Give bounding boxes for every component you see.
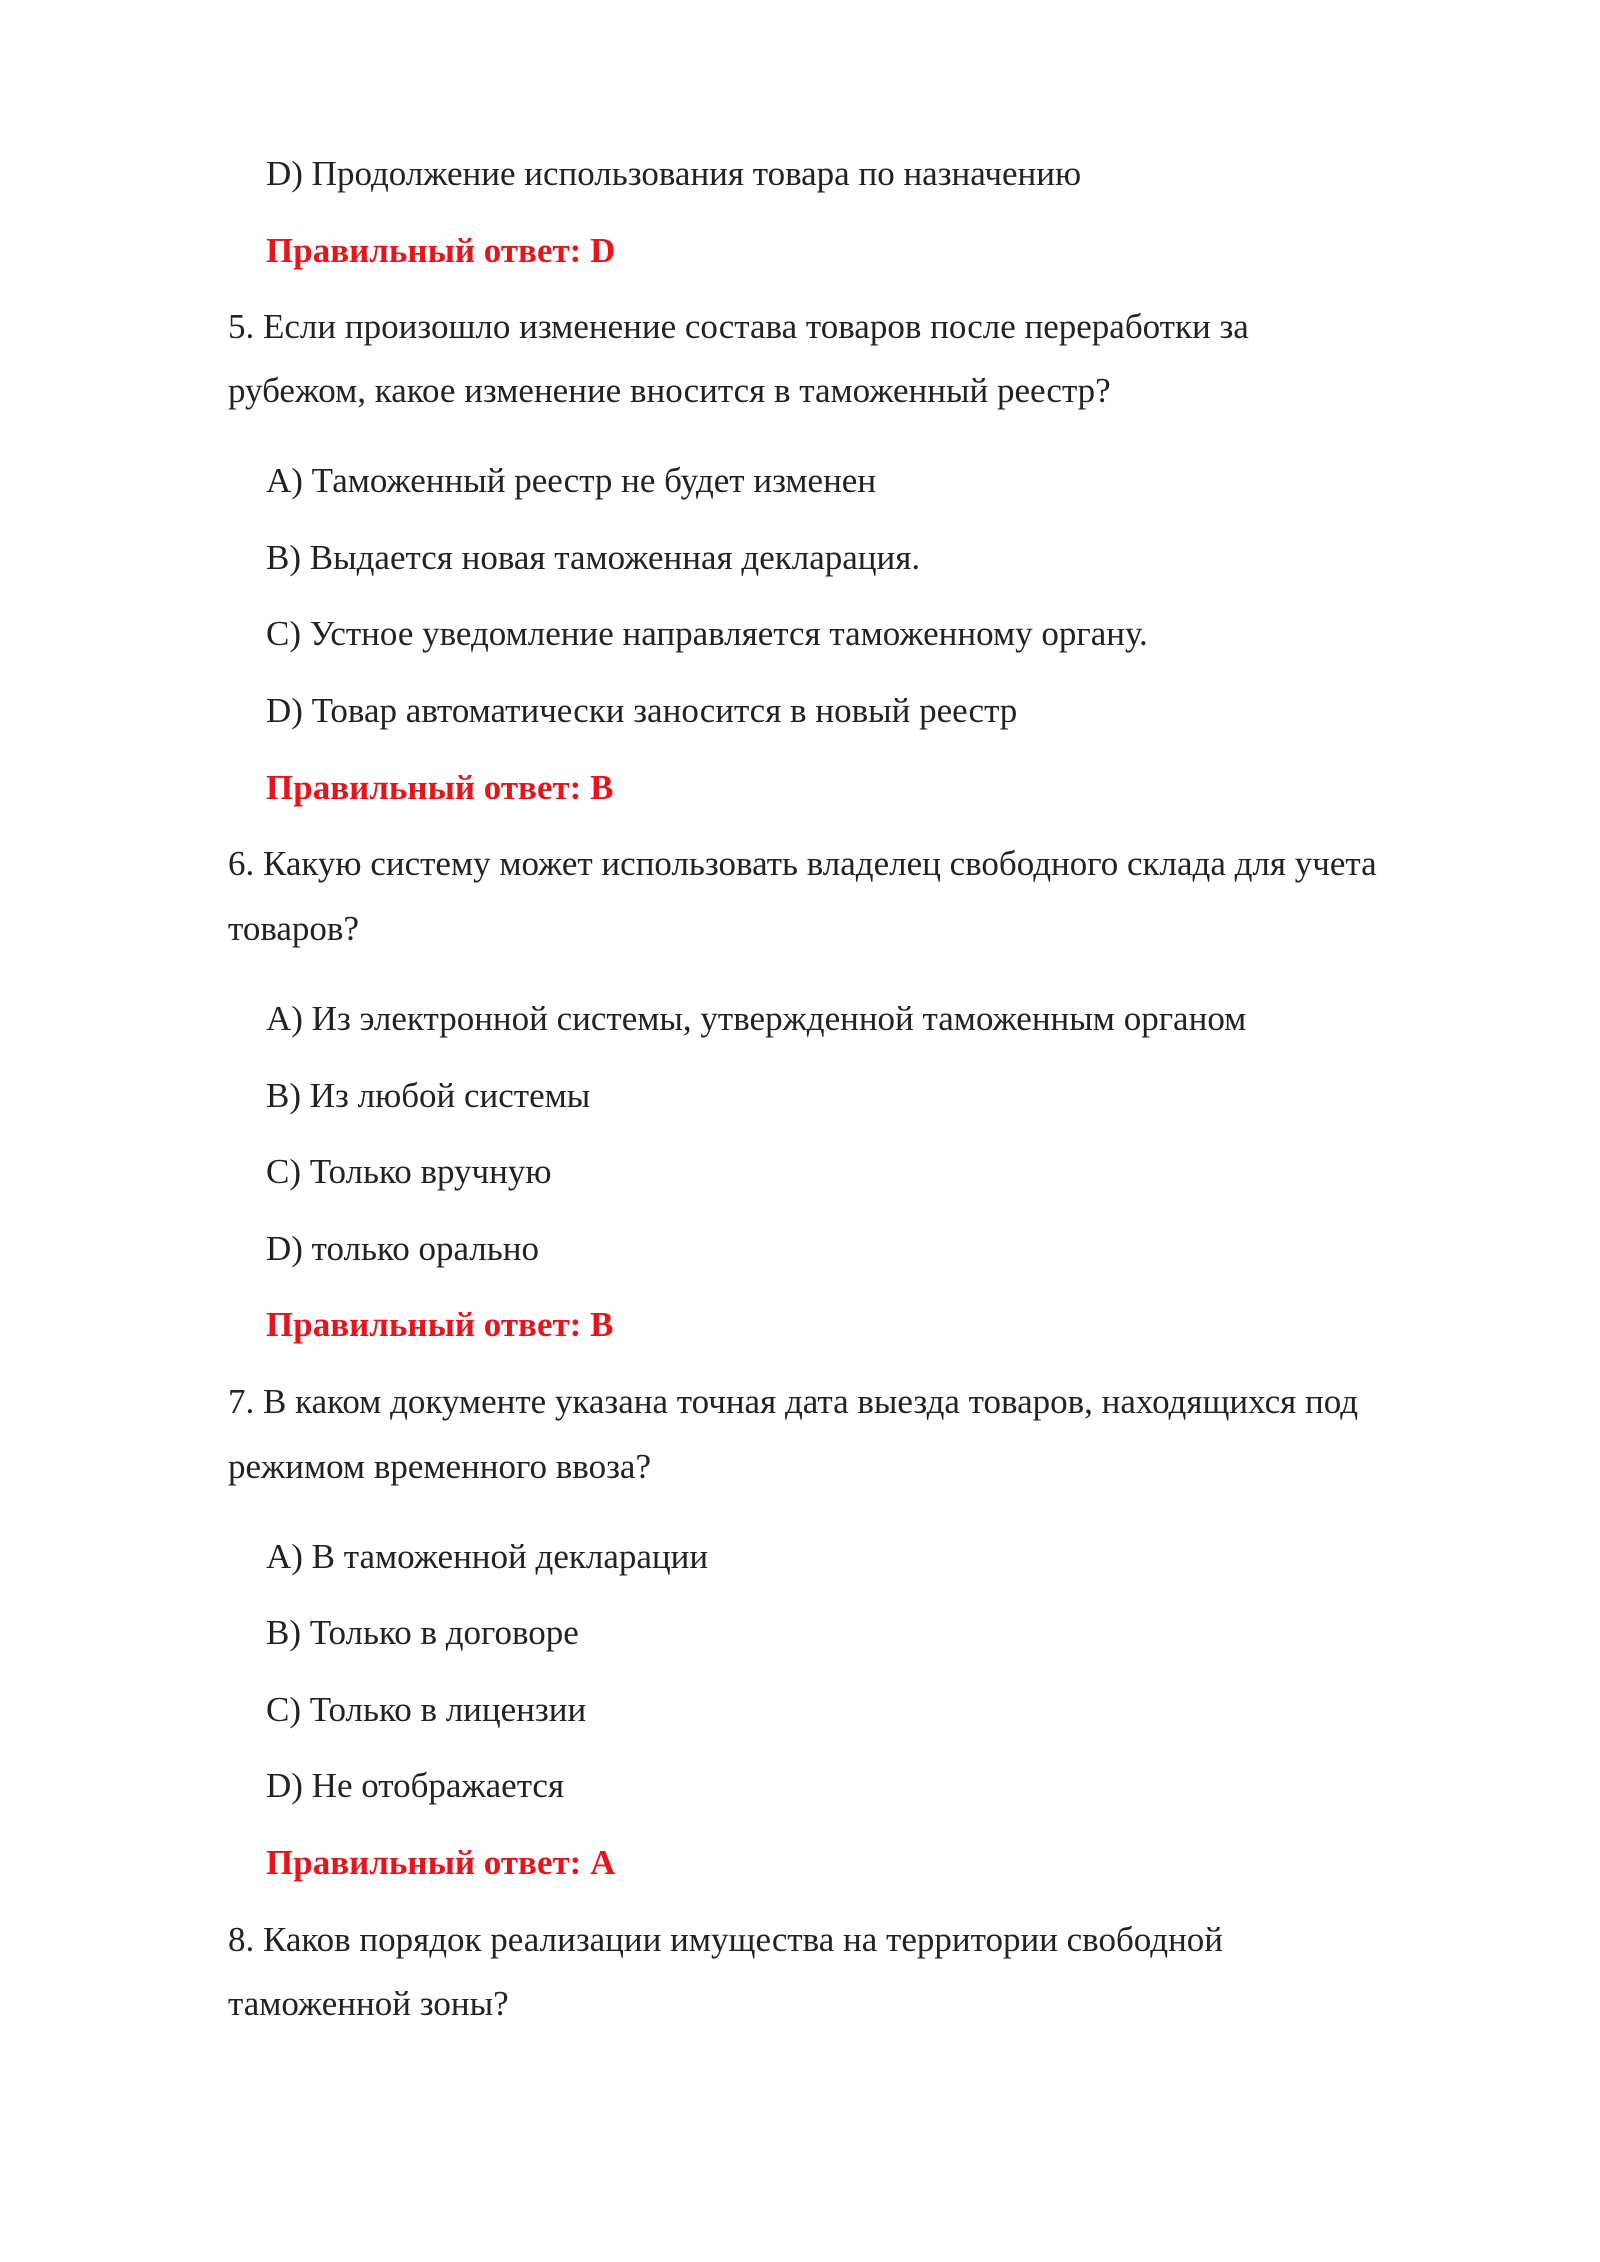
option-line: D) Продолжение использования товара по назначению [266, 154, 1082, 193]
option-line: B) Из любой системы [266, 1076, 591, 1115]
option-line: B) Только в договоре [266, 1613, 579, 1652]
option-line: D) Не отображается [266, 1766, 565, 1805]
option-line: A) Из электронной системы, утвержденной таможенным органом [266, 999, 1247, 1038]
question-line: таможенной зоны? [228, 1984, 509, 2023]
option-line: A) Таможенный реестр не будет изменен [266, 461, 877, 500]
question-line: 8. Каков порядок реализации имущества на территории свободной [228, 1920, 1224, 1959]
option-line: C) Устное уведомление направляется таможенному органу. [266, 614, 1148, 653]
question-line: товаров? [228, 909, 359, 948]
option-line: C) Только в лицензии [266, 1690, 587, 1729]
option-line: C) Только вручную [266, 1152, 552, 1191]
option-line: D) Товар автоматически заносится в новый реестр [266, 691, 1018, 730]
question-line: 6. Какую систему может использовать владелец свободного склада для учета [228, 844, 1377, 883]
correct-answer: Правильный ответ: A [266, 1843, 616, 1882]
question-line: режимом временного ввоза? [228, 1447, 651, 1486]
question-line: 7. В каком документе указана точная дата выезда товаров, находящихся под [228, 1382, 1359, 1421]
option-line: D) только орально [266, 1229, 539, 1268]
option-line: B) Выдается новая таможенная декларация. [266, 538, 921, 577]
correct-answer: Правильный ответ: B [266, 1305, 614, 1344]
option-line: A) В таможенной декларации [266, 1537, 709, 1576]
correct-answer: Правильный ответ: D [266, 231, 616, 270]
correct-answer: Правильный ответ: B [266, 768, 614, 807]
question-line: рубежом, какое изменение вносится в таможенный реестр? [228, 371, 1111, 410]
question-line: 5. Если произошло изменение состава товаров после переработки за [228, 307, 1249, 346]
